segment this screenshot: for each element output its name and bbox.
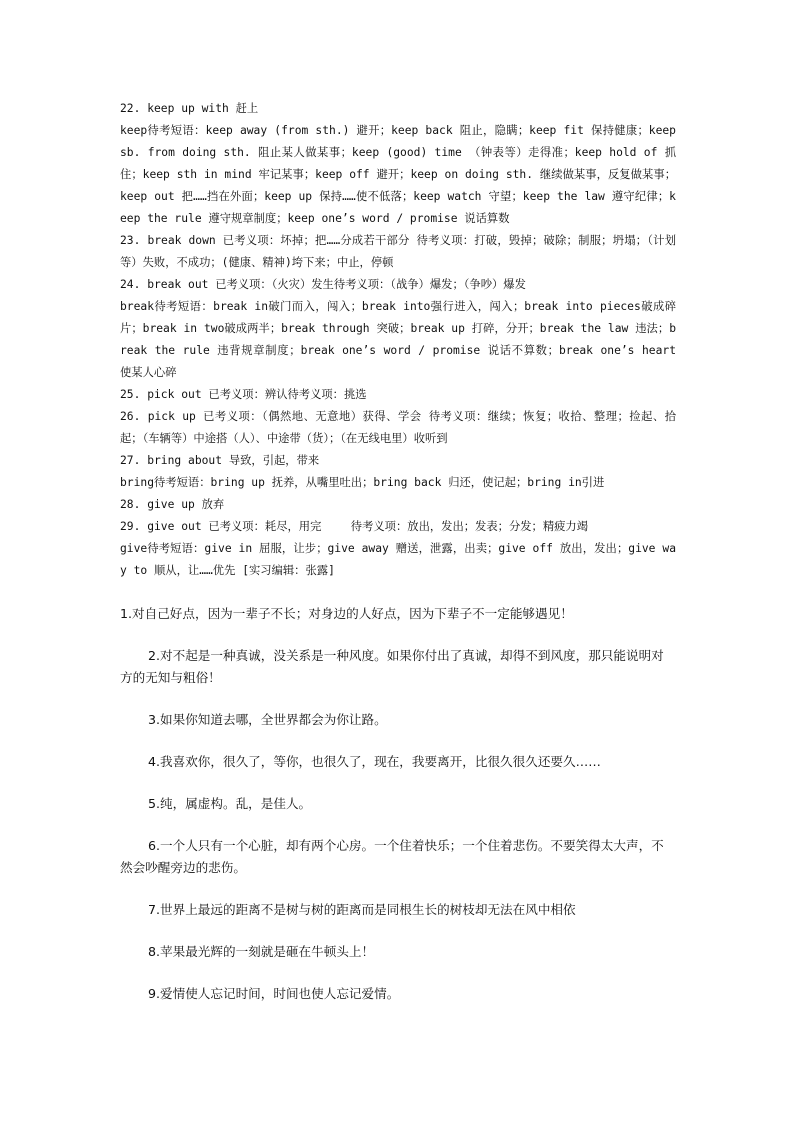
vocab-item-22: 22. keep up with 赶上 — [120, 102, 259, 115]
quote-2: 2.对不起是一种真诚，没关系是一种风度。如果你付出了真诚，却得不到风度，那只能说明对方的无知与粗俗！ — [120, 648, 664, 685]
quote-9: 9.爱情使人忘记时间，时间也使人忘记爱情。 — [148, 986, 400, 1001]
vocabulary-section — [120, 98, 676, 582]
quote-4: 4.我喜欢你，很久了，等你，也很久了，现在，我要离开，比很久很久还要久…… — [148, 754, 601, 769]
vocab-item-27: 27. bring about 导致，引起，带来 — [120, 454, 320, 467]
quotes-section — [120, 603, 676, 1025]
vocab-item-25: 25. pick out 已考义项：辨认待考义项：挑选 — [120, 388, 367, 401]
vocab-item-28: 28. give up 放弃 — [120, 498, 225, 511]
quote-6: 6.一个人只有一个心脏，却有两个心房。一个住着快乐；一个住着悲伤。不要笑得太大声，不然会吵醒旁边的悲伤。 — [120, 838, 664, 875]
quote-8: 8.苹果最光辉的一刻就是砸在牛顿头上！ — [148, 944, 375, 959]
vocab-item-24: 24. break out 已考义项：（火灾）发生待考义项：（战争）爆发；（争吵）爆发 — [120, 278, 526, 291]
vocab-bring-phrases: bring待考短语：bring up 抚养，从嘴里吐出；bring back 归还，使记起；bring in引进 — [120, 476, 605, 489]
vocab-item-26: 26. pick up 已考义项：（偶然地、无意地）获得、学会 待考义项：继续；恢复；收拾、整理；捡起、拾起；（车辆等）中途搭（人）、中途带（货）；（在无线电里）收听到 — [120, 410, 676, 445]
vocab-keep-phrases: keep待考短语：keep away (from sth.) 避开；keep back 阻止，隐瞒；keep fit 保持健康；keep sb. from doing sth. 阻止某人做某事；keep (good) time （钟表等）走得准；keep hold of 抓住；keep sth in mind 牢记某事；keep off 避开；keep on doing sth. 继续做某事，反复做某事；keep out 把……挡在外面；keep up 保持……使不低落；keep watch 守望；keep the law 遵守纪律；keep the rule 遵守规章制度；keep one’s word / promise 说话算数 — [120, 124, 676, 225]
quote-3: 3.如果你知道去哪，全世界都会为你让路。 — [148, 712, 387, 727]
vocab-give-phrases: give待考短语：give in 屈服，让步；give away 赠送，泄露，出卖；give off 放出，发出；give way to 顺从，让……优先 [实习编辑：张露] — [120, 542, 676, 577]
quote-1: 1.对自己好点，因为一辈子不长；对身边的人好点，因为下辈子不一定能够遇见！ — [120, 606, 573, 621]
quote-5: 5.纯，属虚构。乱，是佳人。 — [148, 796, 312, 811]
vocab-item-29: 29. give out 已考义项：耗尽，用完 待考义项：放出，发出；发表；分发；精疲力竭 — [120, 520, 589, 533]
quote-7: 7.世界上最远的距离不是树与树的距离而是同根生长的树枝却无法在风中相依 — [148, 902, 576, 917]
vocab-break-phrases: break待考短语：break in破门而入，闯入；break into强行进入，闯入；break into pieces破成碎片；break in two破成两半；break through 突破；break up 打碎，分开；break the law 违法；break the rule 违背规章制度；break one’s word / promise 说话不算数；break one’s heart 使某人心碎 — [120, 300, 676, 379]
vocab-item-23: 23. break down 已考义项：坏掉；把……分成若干部分 待考义项：打破，毁掉；破除；制服；坍塌；（计划等）失败，不成功；(健康、精神)垮下来；中止，停顿 — [120, 234, 676, 269]
